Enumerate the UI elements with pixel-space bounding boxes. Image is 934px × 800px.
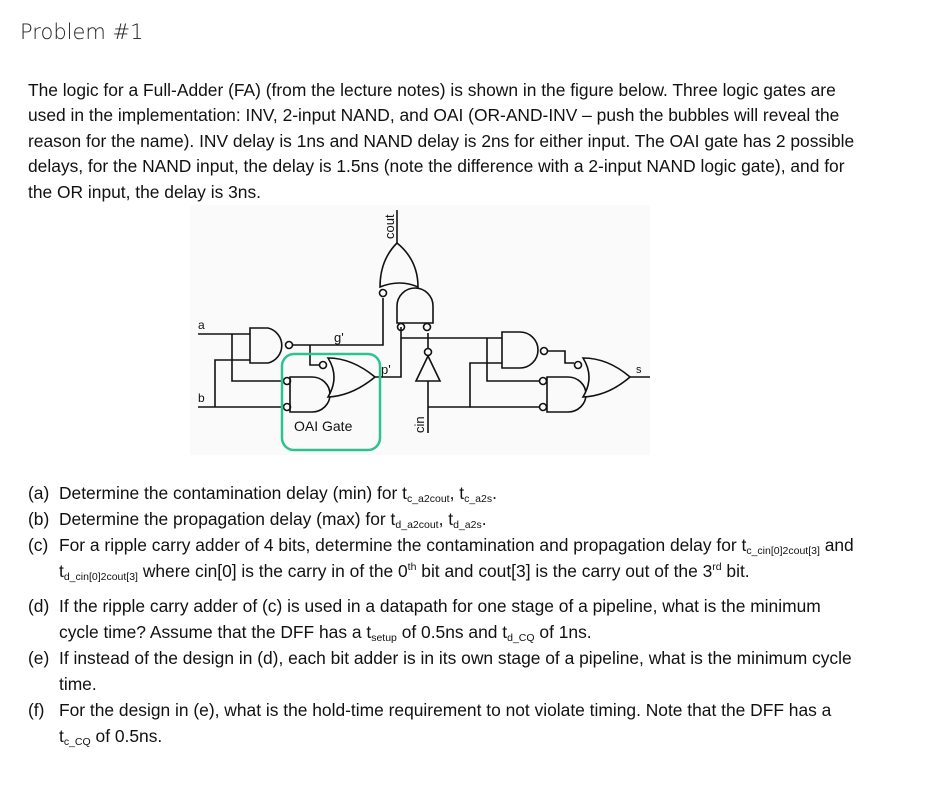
or-gate-sum [575, 358, 631, 397]
label-cout: cout [382, 214, 397, 239]
question-b: (b) Determine the propagation delay (max) for $t_{d\_a2cout}$, $t_{d\_a2s}$. [28, 509, 487, 531]
label-a: a [198, 318, 205, 332]
intro-paragraph: The logic for a Full-Adder (FA) (from the lecture notes) is shown in the figure below. Three logic gates are used in the implementation: INV, 2-input NAND, and OAI (OR-AND-INV – push the bubbles will reveal the reason for the name). INV delay is 1ns and NAND delay is 2ns for either input. The OAI gate has 2 possible delays, for the NAND input, the delay is 1.5ns (note the difference with a 2-input NAND logic gate), and for the OR input, the delay is 3ns. [28, 80, 855, 202]
questions-list [28, 480, 858, 749]
question-d: (d) If the ripple carry adder of (c) is used in a datapath for one stage of a pipeline, what is the minimum cycle time? Assume that the DFF has a $t_{setup}$ of 0.5ns and $t_{d\_CQ}$ of 1ns. [28, 596, 821, 644]
label-oai-gate: OAI Gate [294, 418, 353, 434]
oai-highlight-box [282, 354, 380, 450]
question-e: (e) If instead of the design in (d), each bit adder is in its own stage of a pipeline, what is the minimum cycle time. [28, 648, 852, 694]
problem-title: Problem #1 [20, 20, 144, 44]
label-s: s [636, 364, 642, 376]
oai-gate [284, 358, 376, 412]
nand-gate-carry [397, 288, 433, 331]
question-f: (f) For the design in (e), what is the hold-time requirement to not violate timing. Note that the DFF has a $t_{c\_CQ}$ of 0.5ns. [28, 700, 832, 748]
question-c: (c) For a ripple carry adder of 4 bits, determine the contamination and propagation delay for $t_{c\_cin[0]2cout[3]}$ and $t_{d\_cin[0]2cout[3]}$ where cin[0] is the carry in of the 0th bit and cout[3] is the carry out of the 3rd bit. [28, 535, 854, 583]
label-cin: cin [412, 416, 427, 433]
label-b: b [198, 391, 205, 405]
label-p: p' [381, 362, 391, 377]
label-g: g' [334, 330, 344, 345]
wires [198, 210, 650, 433]
inverter-cin [416, 349, 440, 382]
full-adder-diagram [190, 205, 650, 455]
nand-gate-sum-bottom [540, 377, 587, 412]
nand-gate-sum-top [502, 332, 548, 368]
question-a: (a) Determine the contamination delay (min) for $t_{c\_a2cout}$, $t_{c\_a2s}$. [28, 483, 497, 505]
